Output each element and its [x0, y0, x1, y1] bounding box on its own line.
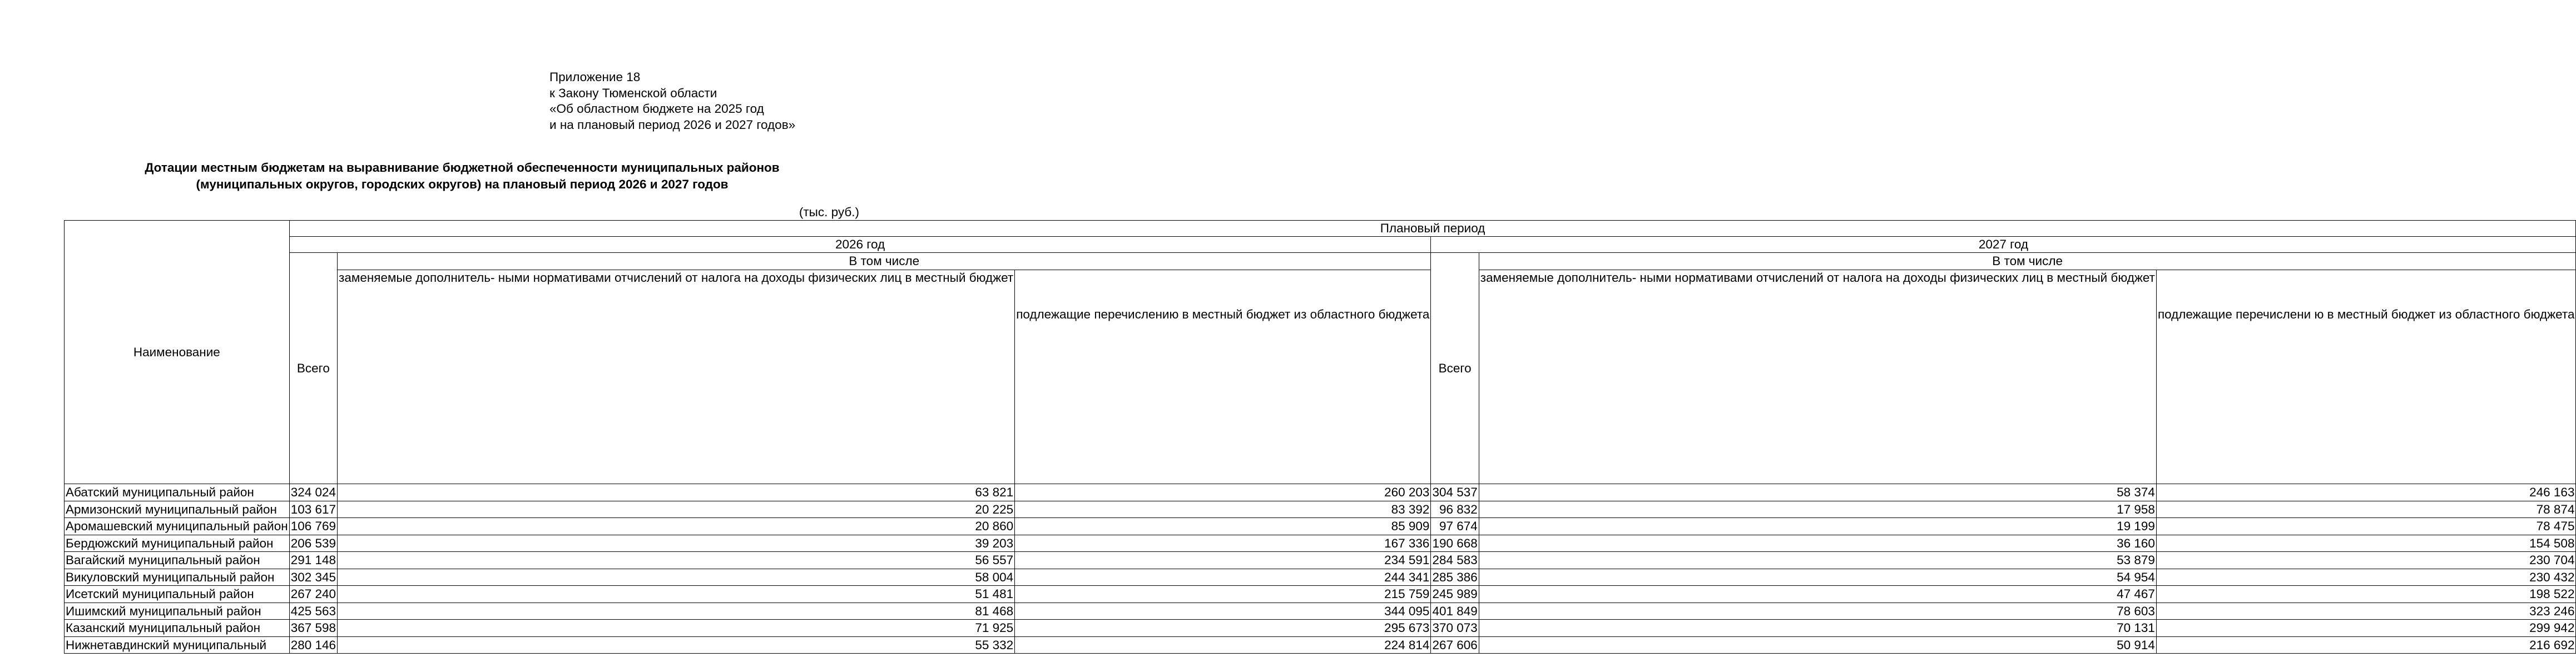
header-year-2026: 2026 год — [289, 237, 1431, 253]
cell-replaced-2026: 63 821 — [338, 484, 1015, 501]
header-total-2027: Всего — [1431, 253, 1479, 484]
table-row — [65, 620, 2576, 637]
cell-total-2027: 284 583 — [1431, 552, 1479, 569]
cell-transfer-2027: 154 508 — [2156, 535, 2576, 552]
cell-row-name: Нижнетавдинский муниципальный — [65, 636, 290, 654]
cell-total-2027: 401 849 — [1431, 603, 1479, 620]
cell-transfer-2027: 323 246 — [2156, 603, 2576, 620]
cell-replaced-2026: 20 860 — [338, 518, 1015, 535]
table-row — [65, 569, 2576, 586]
cell-row-name: Исетский муниципальный район — [65, 586, 290, 603]
cell-row-name: Ишимский муниципальный район — [65, 603, 290, 620]
cell-total-2026: 425 563 — [289, 603, 337, 620]
header-including-2026: В том числе — [338, 253, 1431, 270]
appendix-line-1: Приложение 18 — [549, 70, 641, 84]
cell-total-2026: 291 148 — [289, 552, 337, 569]
cell-row-name: Аромашевский муниципальный район — [65, 518, 290, 535]
cell-replaced-2027: 50 914 — [1479, 636, 2156, 654]
cell-total-2026: 267 240 — [289, 586, 337, 603]
unit-label: (тыс. руб.) — [799, 205, 859, 219]
cell-replaced-2027: 47 467 — [1479, 586, 2156, 603]
cell-total-2027: 285 386 — [1431, 569, 1479, 586]
cell-total-2026: 206 539 — [289, 535, 337, 552]
appendix-note — [549, 69, 795, 133]
cell-transfer-2027: 299 942 — [2156, 620, 2576, 637]
cell-replaced-2026: 71 925 — [338, 620, 1015, 637]
cell-transfer-2026: 224 814 — [1015, 636, 1431, 654]
header-including-2027: В том числе — [1479, 253, 2576, 270]
cell-transfer-2026: 234 591 — [1015, 552, 1431, 569]
cell-transfer-2027: 230 704 — [2156, 552, 2576, 569]
document-title-line-1: Дотации местным бюджетам на выравнивание бюджетной обеспеченности муниципальных районов — [145, 161, 780, 175]
cell-replaced-2026: 58 004 — [338, 569, 1015, 586]
table-row — [65, 636, 2576, 654]
cell-replaced-2027: 58 374 — [1479, 484, 2156, 501]
cell-total-2027: 96 832 — [1431, 501, 1479, 518]
cell-transfer-2027: 246 163 — [2156, 484, 2576, 501]
cell-total-2027: 304 537 — [1431, 484, 1479, 501]
appendix-line-2: к Закону Тюменской области — [549, 86, 717, 100]
cell-transfer-2026: 215 759 — [1015, 586, 1431, 603]
table-row — [65, 535, 2576, 552]
cell-replaced-2027: 53 879 — [1479, 552, 2156, 569]
cell-replaced-2026: 20 225 — [338, 501, 1015, 518]
cell-transfer-2027: 198 522 — [2156, 586, 2576, 603]
cell-row-name: Казанский муниципальный район — [65, 620, 290, 637]
cell-transfer-2026: 85 909 — [1015, 518, 1431, 535]
header-total-2026: Всего — [289, 253, 337, 484]
table-row — [65, 586, 2576, 603]
cell-transfer-2026: 167 336 — [1015, 535, 1431, 552]
cell-replaced-2027: 36 160 — [1479, 535, 2156, 552]
cell-transfer-2026: 295 673 — [1015, 620, 1431, 637]
cell-replaced-2026: 51 481 — [338, 586, 1015, 603]
cell-total-2027: 97 674 — [1431, 518, 1479, 535]
cell-transfer-2027: 78 475 — [2156, 518, 2576, 535]
document-title — [0, 160, 924, 193]
cell-replaced-2027: 70 131 — [1479, 620, 2156, 637]
cell-total-2027: 190 668 — [1431, 535, 1479, 552]
cell-total-2027: 267 606 — [1431, 636, 1479, 654]
header-year-2027: 2027 год — [1431, 237, 2576, 253]
table-row — [65, 501, 2576, 518]
cell-total-2026: 106 769 — [289, 518, 337, 535]
header-replaced-2027: заменяемые дополнитель- ными нормативами отчислений от налога на доходы физических лиц в местный бюджет — [1479, 270, 2156, 484]
header-planned-period: Плановый период — [289, 221, 2576, 237]
document-title-line-2: (муниципальных округов, городских округов) на плановый период 2026 и 2027 годов — [196, 177, 729, 191]
cell-row-name: Вагайский муниципальный район — [65, 552, 290, 569]
cell-total-2027: 245 989 — [1431, 586, 1479, 603]
table-row — [65, 603, 2576, 620]
cell-row-name: Бердюжский муниципальный район — [65, 535, 290, 552]
cell-replaced-2026: 56 557 — [338, 552, 1015, 569]
table-row — [65, 518, 2576, 535]
cell-row-name: Армизонский муниципальный район — [65, 501, 290, 518]
cell-replaced-2026: 55 332 — [338, 636, 1015, 654]
cell-transfer-2027: 230 432 — [2156, 569, 2576, 586]
cell-replaced-2026: 81 468 — [338, 603, 1015, 620]
header-transfer-2027: подлежащие перечислени ю в местный бюджет из областного бюджета — [2156, 270, 2576, 484]
cell-total-2026: 367 598 — [289, 620, 337, 637]
cell-total-2026: 324 024 — [289, 484, 337, 501]
cell-total-2026: 302 345 — [289, 569, 337, 586]
cell-row-name: Викуловский муниципальный район — [65, 569, 290, 586]
cell-transfer-2026: 83 392 — [1015, 501, 1431, 518]
cell-transfer-2027: 78 874 — [2156, 501, 2576, 518]
cell-replaced-2026: 39 203 — [338, 535, 1015, 552]
subsidy-table — [64, 220, 2576, 654]
header-transfer-2026: подлежащие перечислению в местный бюджет из областного бюджета — [1015, 270, 1431, 484]
cell-total-2026: 103 617 — [289, 501, 337, 518]
appendix-line-3: «Об областном бюджете на 2025 год — [549, 102, 764, 116]
cell-transfer-2026: 260 203 — [1015, 484, 1431, 501]
cell-transfer-2026: 244 341 — [1015, 569, 1431, 586]
header-name: Наименование — [65, 221, 290, 484]
cell-replaced-2027: 19 199 — [1479, 518, 2156, 535]
cell-transfer-2027: 216 692 — [2156, 636, 2576, 654]
table-row — [65, 484, 2576, 501]
cell-replaced-2027: 54 954 — [1479, 569, 2156, 586]
appendix-line-4: и на плановый период 2026 и 2027 годов» — [549, 117, 796, 132]
header-replaced-2026: заменяемые дополнитель- ными нормативами отчислений от налога на доходы физических лиц в местный бюджет — [338, 270, 1015, 484]
cell-row-name: Абатский муниципальный район — [65, 484, 290, 501]
table-row — [65, 552, 2576, 569]
cell-total-2027: 370 073 — [1431, 620, 1479, 637]
cell-transfer-2026: 344 095 — [1015, 603, 1431, 620]
cell-total-2026: 280 146 — [289, 636, 337, 654]
cell-replaced-2027: 78 603 — [1479, 603, 2156, 620]
cell-replaced-2027: 17 958 — [1479, 501, 2156, 518]
